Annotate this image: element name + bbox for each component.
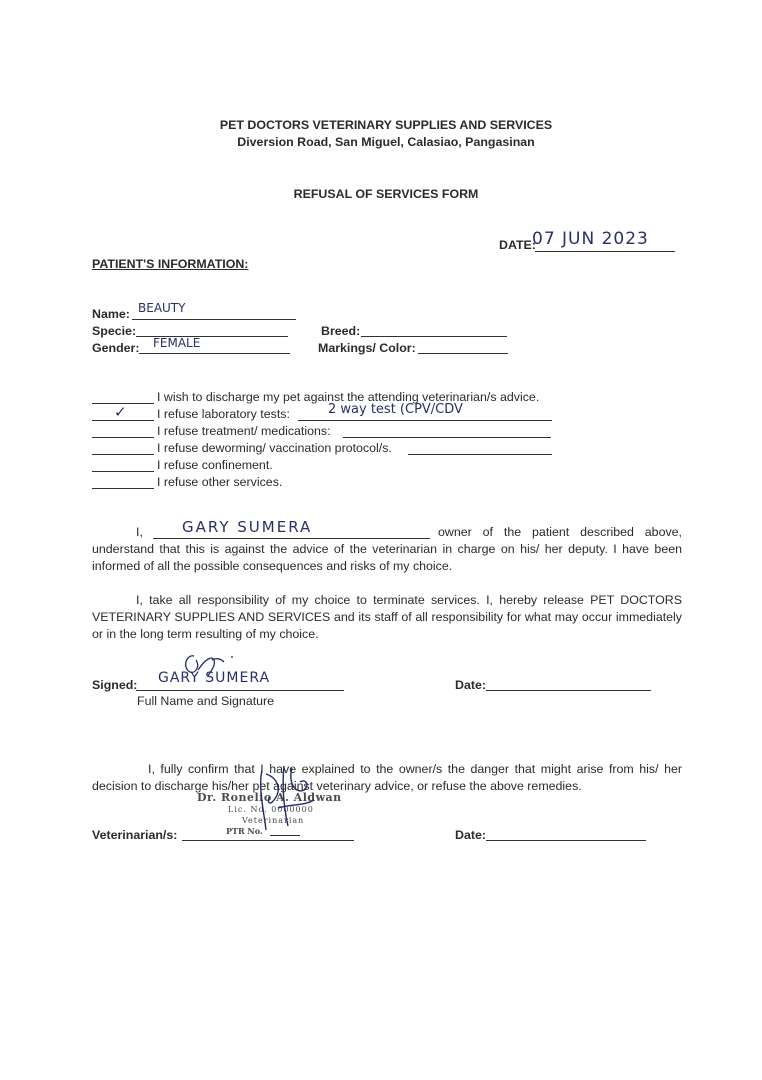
vet-stamp-ptr: PTR No. bbox=[226, 826, 263, 836]
statement-line1-suffix: owner of the patient described above, bbox=[438, 525, 682, 539]
refusal-item-other: I refuse other services. bbox=[157, 475, 283, 489]
deworming-line bbox=[408, 454, 552, 455]
treatment-line bbox=[343, 437, 551, 438]
lab-tests-line bbox=[298, 420, 552, 421]
vet-stamp-name: Dr. Ronelio A. Aldwan bbox=[197, 791, 342, 804]
statement-prefix: I, bbox=[136, 525, 143, 539]
release-paragraph: I, take all responsibility of my choice to terminate services. I, hereby release PET DOCTORS VETERINARY SUPPLIES AND SERVICES and its staff of all responsibility for what may occur immediately or in the long term resulting of my choice. bbox=[92, 593, 682, 641]
refusal-item-confinement: I refuse confinement. bbox=[157, 458, 273, 472]
markings-label: Markings/ Color: bbox=[318, 341, 416, 355]
refusal-checkbox-line[interactable] bbox=[92, 437, 154, 438]
lab-tests-detail[interactable]: 2 way test (CPV/CDV bbox=[328, 402, 463, 417]
refusal-item-treatment: I refuse treatment/ medications: bbox=[157, 424, 331, 438]
vet-signature-line bbox=[182, 840, 354, 841]
vet-confirmation-paragraph: I, fully confirm that I have explained to the owner/s the danger that might arise from his/ her decision to discharge his/her pet against veterinary advice, or refuse the above remedies. bbox=[92, 762, 682, 793]
breed-line bbox=[361, 336, 507, 337]
vet-signature-scribble bbox=[248, 760, 328, 840]
form-title: REFUSAL OF SERVICES FORM bbox=[293, 187, 479, 201]
date-line bbox=[535, 251, 675, 252]
specie-label: Specie: bbox=[92, 324, 137, 338]
refusal-checkbox-line[interactable] bbox=[92, 488, 154, 489]
refusal-item-lab-tests: I refuse laboratory tests: bbox=[157, 407, 290, 421]
vet-date-label: Date: bbox=[455, 828, 486, 842]
vet-stamp-title: Veterinarian bbox=[242, 816, 305, 825]
name-line bbox=[132, 319, 296, 320]
vet-label: Veterinarian/s: bbox=[92, 828, 178, 842]
owner-date-line bbox=[486, 690, 651, 691]
org-name: PET DOCTORS VETERINARY SUPPLIES AND SERVICES bbox=[219, 118, 553, 132]
name-label: Name: bbox=[92, 307, 130, 321]
date-label: DATE: bbox=[499, 238, 536, 252]
refusal-checkbox-line[interactable] bbox=[92, 471, 154, 472]
name-value[interactable]: BEAUTY bbox=[138, 301, 186, 315]
breed-label: Breed: bbox=[321, 324, 361, 338]
gender-label: Gender: bbox=[92, 341, 140, 355]
signature-caption: Full Name and Signature bbox=[137, 694, 275, 708]
patient-section-label: PATIENT'S INFORMATION: bbox=[92, 257, 249, 271]
owner-name-line bbox=[153, 538, 430, 539]
refusal-item-deworming: I refuse deworming/ vaccination protocol/s. bbox=[157, 441, 392, 455]
markings-line bbox=[418, 353, 508, 354]
signed-label: Signed: bbox=[92, 678, 138, 692]
vet-stamp-license: Lic. No. 0000000 bbox=[228, 805, 314, 814]
org-address: Diversion Road, San Miguel, Calasiao, Pangasinan bbox=[237, 135, 535, 149]
refusal-mark: ✓ bbox=[114, 403, 127, 421]
refusal-checkbox-line[interactable] bbox=[92, 454, 154, 455]
date-value[interactable]: 07 JUN 2023 bbox=[532, 229, 649, 249]
statement-body: understand that this is against the advice of the veterinarian in charge on his/ her deputy. I have been informed of all the possible consequences and risks of my choice. bbox=[92, 542, 682, 573]
vet-date-line bbox=[486, 840, 646, 841]
owner-signature-name[interactable]: GARY SUMERA bbox=[158, 670, 271, 686]
gender-line bbox=[139, 353, 290, 354]
refusal-item-discharge: I wish to discharge my pet against the attending veterinarian/s advice. bbox=[157, 390, 540, 404]
owner-name-value[interactable]: GARY SUMERA bbox=[182, 518, 313, 536]
owner-date-label: Date: bbox=[455, 678, 486, 692]
gender-value[interactable]: FEMALE bbox=[153, 336, 201, 350]
